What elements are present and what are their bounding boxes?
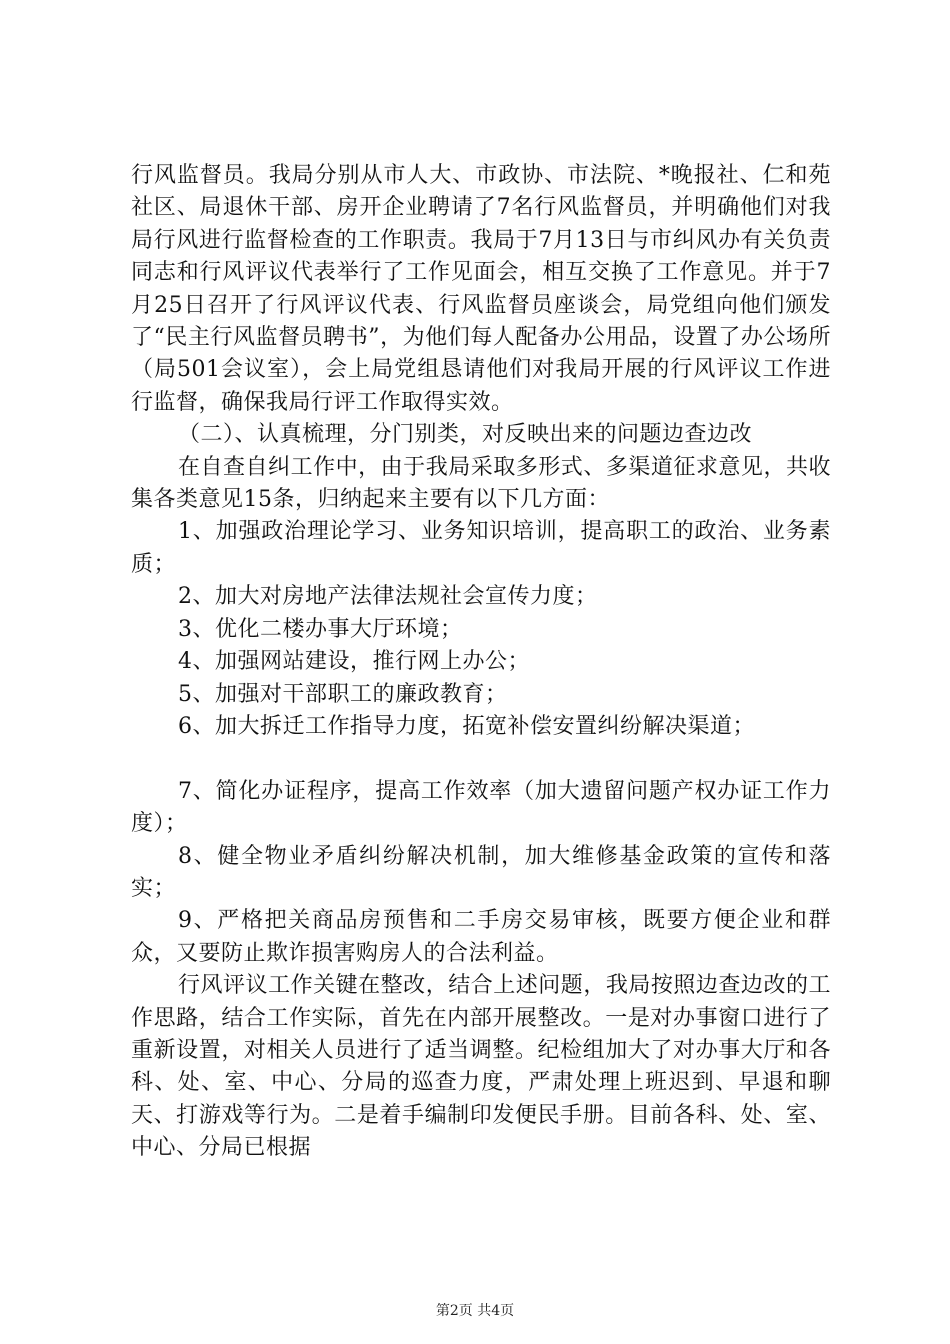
paragraph-rectification: 行风评议工作关键在整改，结合上述问题，我局按照边查边改的工作思路，结合工作实际，首先在内部开展整改。一是对办事窗口进行了重新设置，对相关人员进行了适当调整。纪检组加大了对办事大厅和各科、处、室、中心、分局的巡查力度，严肃处理上班迟到、早退和聊天、打游戏等行为。二是着手编制印发便民手册。目前各科、处、室、中心、分局已根据 <box>131 973 831 1161</box>
section-heading-2: （二）、认真梳理，分门别类，对反映出来的问题边查边改 <box>178 422 753 448</box>
list-item-8: 8、健全物业矛盾纠纷解决机制，加大维修基金政策的宣传和落实； <box>131 843 831 901</box>
list-item-9: 9、严格把关商品房预售和二手房交易审核，既要方便企业和群众，又要防止欺诈损害购房人的合法利益。 <box>131 908 831 966</box>
page-number-footer: 第2页 共4页 <box>435 1303 515 1319</box>
list-item-1: 1、加强政治理论学习、业务知识培训，提高职工的政治、业务素质； <box>131 519 831 577</box>
list-item-4: 4、加强网站建设，推行网上办公； <box>178 649 530 675</box>
list-item-3: 3、优化二楼办事大厅环境； <box>178 616 463 642</box>
paragraph-supervisors: 行风监督员。我局分别从市人大、市政协、市法院、*晚报社、仁和苑社区、局退休干部、房开企业聘请了7名行风监督员，并明确他们对我局行风进行监督检查的工作职责。我局于7月13日与市纠风办有关负责同志和行风评议代表举行了工作见面会，相互交换了工作意见。并于7月25日召开了行风评议代表、行风监督员座谈会，局党组向他们颁发了“民主行风监督员聘书”，为他们每人配备办公用品，设置了办公场所（局501会议室），会上局党组恳请他们对我局开展的行风评议工作进行监督，确保我局行评工作取得实效。 <box>131 163 831 415</box>
blank-line <box>131 743 831 775</box>
list-item-5: 5、加强对干部职工的廉政教育； <box>178 681 508 707</box>
paragraph-opinions-intro: 在自查自纠工作中，由于我局采取多形式、多渠道征求意见，共收集各类意见15条，归纳起来主要有以下几方面： <box>131 454 831 513</box>
list-item-6: 6、加大拆迁工作指导力度，拓宽补偿安置纠纷解决渠道； <box>178 713 755 739</box>
list-item-7: 7、简化办证程序，提高工作效率（加大遗留问题产权办证工作力度）； <box>131 778 831 837</box>
list-item-2: 2、加大对房地产法律法规社会宣传力度； <box>178 584 598 610</box>
document-body <box>131 160 831 1165</box>
